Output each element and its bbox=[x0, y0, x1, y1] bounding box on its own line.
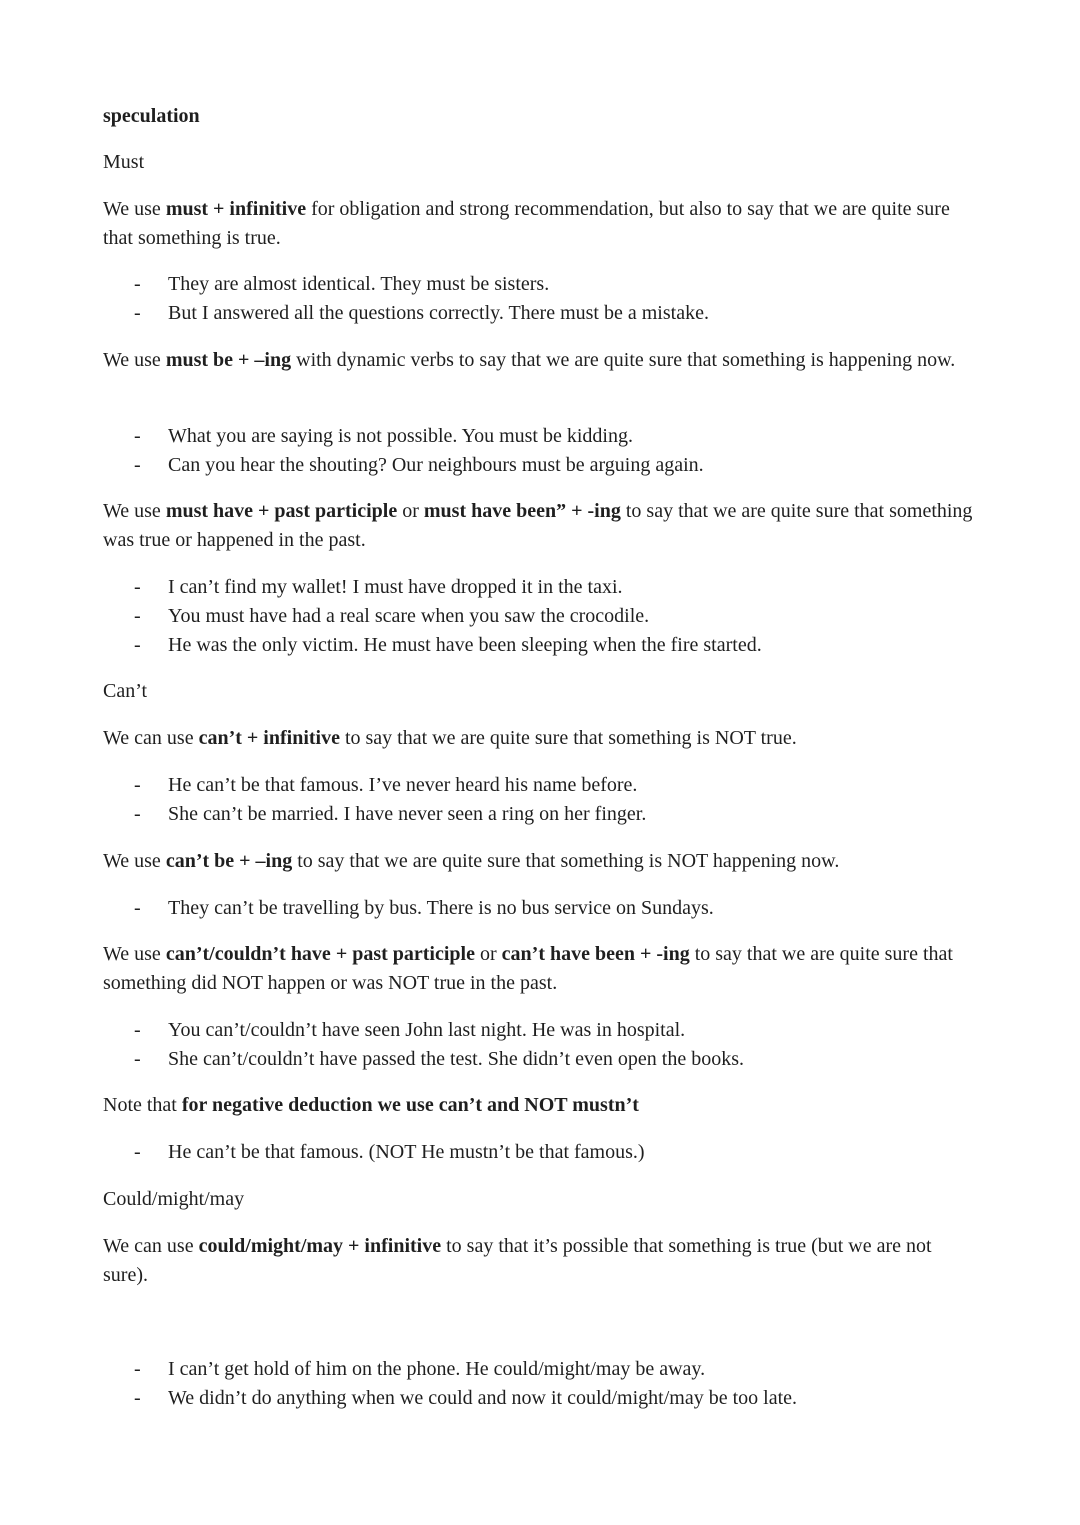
paragraph-must-infinitive: We use must + infinitive for obligation and strong recommendation, but also to say that we are quite sure that something is true. bbox=[103, 198, 950, 249]
list-item: - Can you hear the shouting? Our neighbours must be arguing again. bbox=[168, 451, 988, 480]
list-item: - They can’t be travelling by bus. There is no bus service on Sundays. bbox=[168, 894, 988, 923]
bullet-dash: - bbox=[134, 576, 141, 598]
bullet-dash: - bbox=[134, 302, 141, 324]
section-heading-cant: Can’t bbox=[103, 680, 148, 702]
section-heading-could: Could/might/may bbox=[103, 1188, 245, 1210]
bullet-dash: - bbox=[134, 634, 141, 656]
list-item: - She can’t/couldn’t have passed the test. She didn’t even open the books. bbox=[168, 1045, 988, 1074]
paragraph-must-be-ing: We use must be + –ing with dynamic verbs to say that we are quite sure that something is happening now. bbox=[103, 349, 956, 371]
paragraph-cant-have: We use can’t/couldn’t have + past participle or can’t have been + -ing to say that we are quite sure that something did NOT happen or was NOT true in the past. bbox=[103, 943, 953, 994]
bullet-dash: - bbox=[134, 803, 141, 825]
bullet-dash: - bbox=[134, 1358, 141, 1380]
page-title: speculation bbox=[103, 105, 200, 127]
paragraph-cant-infinitive: We can use can’t + infinitive to say that we are quite sure that something is NOT true. bbox=[103, 727, 797, 749]
list-item: - We didn’t do anything when we could and now it could/might/may be too late. bbox=[168, 1384, 988, 1413]
paragraph-cant-be-ing: We use can’t be + –ing to say that we are quite sure that something is NOT happening now. bbox=[103, 850, 840, 872]
bullet-dash: - bbox=[134, 1019, 141, 1041]
list-item: - You must have had a real scare when you saw the crocodile. bbox=[168, 602, 988, 631]
paragraph-must-have: We use must have + past participle or must have been” + -ing to say that we are quite sure that something was true or happened in the past. bbox=[103, 500, 973, 551]
bullet-dash: - bbox=[134, 897, 141, 919]
list-item: - He can’t be that famous. I’ve never heard his name before. bbox=[168, 771, 988, 800]
list-item: - He can’t be that famous. (NOT He mustn’t be that famous.) bbox=[168, 1138, 988, 1167]
list-item: - But I answered all the questions correctly. There must be a mistake. bbox=[168, 299, 988, 328]
list-item: - He was the only victim. He must have been sleeping when the fire started. bbox=[168, 631, 988, 660]
bullet-dash: - bbox=[134, 273, 141, 295]
bullet-dash: - bbox=[134, 454, 141, 476]
list-item: - You can’t/couldn’t have seen John last night. He was in hospital. bbox=[168, 1016, 988, 1045]
bullet-dash: - bbox=[134, 1141, 141, 1163]
bullet-dash: - bbox=[134, 774, 141, 796]
list-item: - What you are saying is not possible. You must be kidding. bbox=[168, 422, 988, 451]
list-item: - I can’t get hold of him on the phone. He could/might/may be away. bbox=[168, 1355, 988, 1384]
list-item: - She can’t be married. I have never seen a ring on her finger. bbox=[168, 800, 988, 829]
paragraph-note: Note that for negative deduction we use can’t and NOT mustn’t bbox=[103, 1094, 639, 1116]
paragraph-could-infinitive: We can use could/might/may + infinitive to say that it’s possible that something is true (but we are not sure). bbox=[103, 1235, 932, 1286]
bullet-dash: - bbox=[134, 1387, 141, 1409]
bullet-dash: - bbox=[134, 425, 141, 447]
bullet-dash: - bbox=[134, 605, 141, 627]
bullet-dash: - bbox=[134, 1048, 141, 1070]
section-heading-must: Must bbox=[103, 151, 145, 173]
list-item: - They are almost identical. They must be sisters. bbox=[168, 270, 988, 299]
list-item: - I can’t find my wallet! I must have dropped it in the taxi. bbox=[168, 573, 988, 602]
